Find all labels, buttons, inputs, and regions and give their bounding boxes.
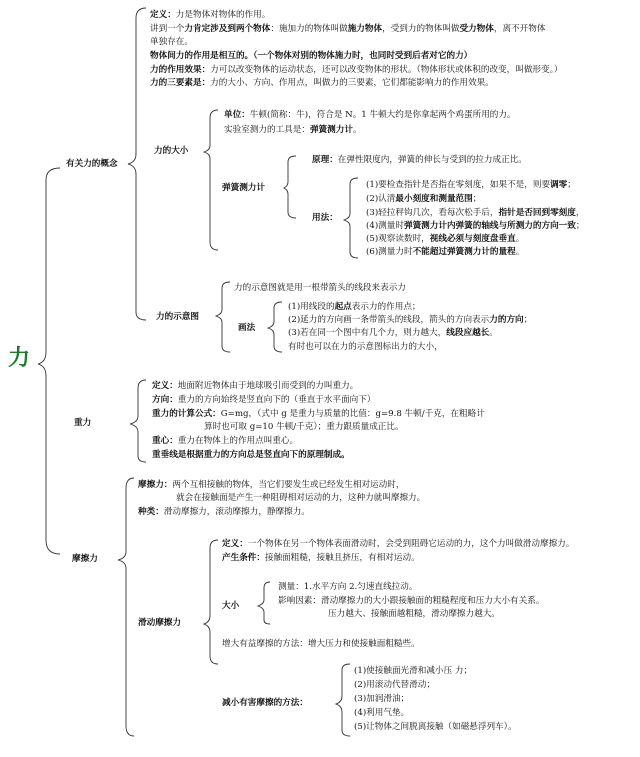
friction-types: 种类：滑动摩擦力，滚动摩擦力，静摩擦力。 [138, 507, 310, 517]
force-unit: 单位：牛顿(简称：牛)，符合是 N。1 牛顿大约是你拿起两个鸡蛋所用的力。 [224, 110, 516, 120]
concept-line3: 单独存在。 [150, 37, 193, 47]
brace-main [38, 168, 60, 554]
section-concept-title: 有关力的概念 [66, 159, 118, 169]
friction-def-2: 就会在接触面是产生一种阻碍相对运动的力，这种力就叫摩擦力。 [176, 493, 426, 503]
usage-step: (4)测量时弹簧测力计内弹簧的轴线与所测力的方向一致； [366, 221, 585, 231]
concept-mutual: 物体间力的作用是相互的。（一个物体对别的物体施力时，也同时受到后者对它的力） [150, 51, 473, 61]
brace-size [204, 110, 218, 250]
brace-reduce [336, 664, 350, 736]
brace-usage [344, 178, 358, 258]
usage-step: (3)轻拉秤钩几次，看每次松手后，指针是否回到零刻度， [366, 208, 585, 218]
brace-slide-size [258, 582, 270, 624]
brace-spring [284, 156, 296, 218]
sliding-factor: 影响因素：滑动摩擦力的大小跟接触面的粗糙程度和压力大小有关系。 [278, 596, 545, 606]
spring-principle: 原理：在弹性限度内，弹簧的伸长与受到的拉力成正比。 [312, 155, 527, 165]
sliding-size-label: 大小 [222, 601, 240, 611]
brace-friction [118, 478, 134, 736]
usage-step: (2)认清最小刻度和测量范围； [366, 194, 482, 204]
concept-three-elements: 力的三要素是：力的大小、方向、作用点，叫做力的三要素，它们都能影响力的作用效果。 [150, 78, 494, 88]
draw-step: (2)延力的方向画一条带箭头的线段，箭头的方向表示力的方向； [288, 315, 533, 325]
draw-step: (1)用线段的起点表示力的作用点； [288, 302, 421, 312]
concept-effect: 力的作用效果：力可以改变物体的运动状态，还可以改变物体的形状。（物体形状或体积的改变，叫做形变。） [150, 65, 563, 75]
root-title: 力 [8, 345, 31, 370]
sliding-def: 定义：一个物体在另一个物体表面滑动时，会受到阻碍它运动的力，这个力叫做滑动摩擦力。 [222, 539, 575, 549]
concept-line2: 讲到一个力肯定涉及到两个物体：施加力的物体叫做施力物体，受到力的物体叫做受力物体，离不开物体 [150, 24, 546, 34]
concept-def: 定义：力是物体对物体的作用。 [150, 10, 271, 20]
reduce-item: (5)让物体之间脱离接触（如磁悬浮列车）。 [354, 722, 517, 732]
sliding-friction-title: 滑动摩擦力 [138, 618, 181, 628]
brace-gravity [130, 380, 146, 462]
force-size-title: 力的大小 [154, 146, 189, 156]
reduce-item: (2)用滚动代替滑动； [354, 680, 435, 690]
sliding-factor-2: 压力越大、接触面越粗糙，滑动摩擦力越大。 [328, 609, 500, 619]
friction-def: 摩擦力：两个互相接触的物体，当它们要发生或已经发生相对运动时， [138, 480, 405, 490]
usage-step: (1)要检查指针是否指在零刻度，如果不是，则要调零； [366, 180, 576, 190]
reduce-item: (3)加润滑油； [354, 694, 410, 704]
brace-s1 [128, 8, 146, 320]
reduce-friction-label: 减小有害摩擦的方法： [222, 698, 308, 708]
brace-method [268, 302, 282, 352]
brace-diagram [216, 282, 230, 352]
sliding-measure: 测量：1.水平方向 2.匀速直线拉动。 [278, 582, 418, 592]
force-diagram-title: 力的示意图 [156, 312, 199, 322]
gravity-center: 重心：重力在物体上的作用点叫重心。 [152, 436, 299, 446]
usage-step: (6)测量力时不能超过弹簧测力计的量程。 [366, 247, 525, 257]
gravity-def: 定义：地面附近物体由于地球吸引而受到的力叫重力。 [152, 381, 359, 391]
brace-sliding [204, 540, 218, 664]
section-friction-title: 摩擦力 [72, 554, 98, 564]
draw-step: (3)若在同一个图中有几个力，则力越大，线段应越长。 [288, 328, 498, 338]
section-gravity-title: 重力 [74, 418, 92, 428]
reduce-item: (1)使接触面光滑和减小压 力； [354, 666, 473, 676]
sliding-cond: 产生条件：接触面粗糙，接触且挤压，有相对运动。 [222, 553, 420, 563]
spring-scale-title: 弹簧测力计 [222, 183, 265, 193]
increase-friction: 增大有益摩擦的方法：增大压力和使接触面粗糙些。 [222, 639, 420, 649]
spring-usage-label: 用法： [312, 213, 338, 223]
reduce-item: (4)利用气垫。 [354, 708, 410, 718]
force-tool: 实验室测力的工具是：弹簧测力计。 [224, 125, 362, 135]
gravity-formula: 重力的计算公式：G=mg，（式中 g 是重力与质量的比值：g=9.8 牛顿/千克，在粗略计 [152, 409, 485, 419]
gravity-formula-2: 算时也可取 g=10 牛顿/千克）；重力跟质量成正比。 [204, 422, 404, 432]
force-diagram-desc: 力的示意图就是用一根带箭头的线段来表示力 [234, 283, 406, 293]
gravity-plumb: 重垂线是根据重力的方向总是竖直向下的原理制成。 [152, 450, 350, 460]
usage-step: (5)观察读数时，视线必须与刻度盘垂直。 [366, 234, 525, 244]
gravity-dir: 方向：重力的方向始终是竖直向下的（垂直于水平面向下） [152, 395, 376, 405]
draw-note: 有时也可以在力的示意图标出力的大小， [288, 342, 443, 352]
draw-method-label: 画法 [238, 323, 256, 333]
